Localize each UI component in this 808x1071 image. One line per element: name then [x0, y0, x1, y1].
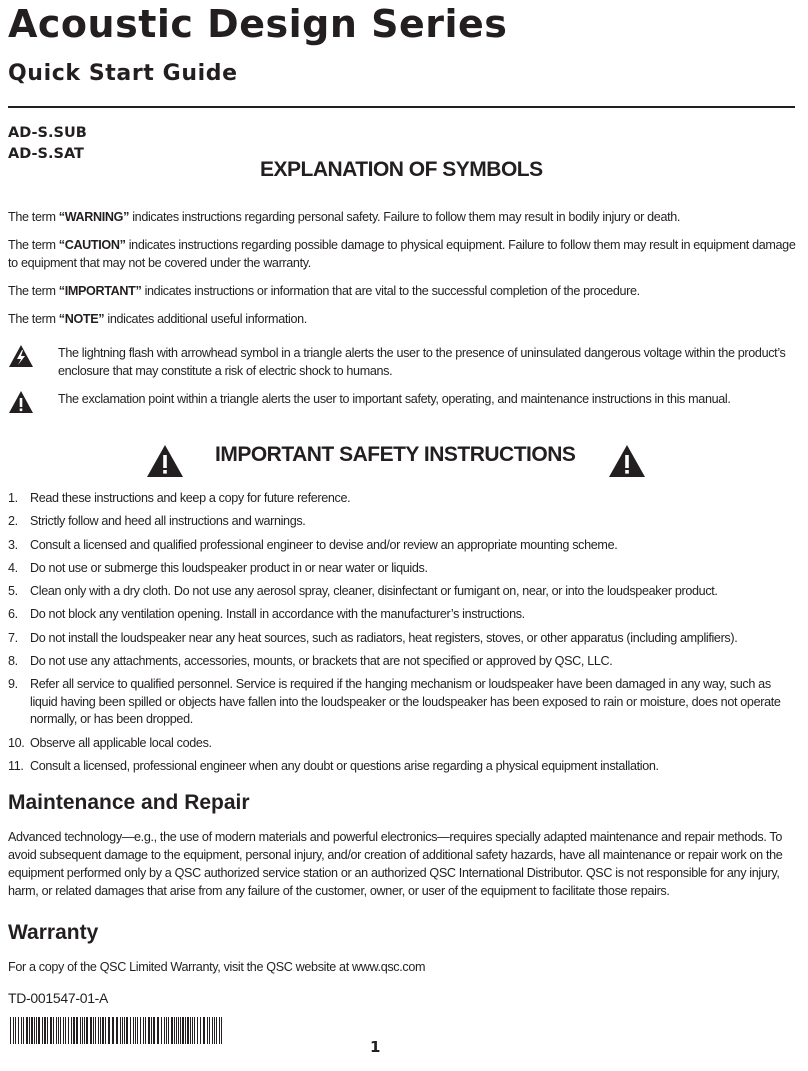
maintenance-text: Advanced technology—e.g., the use of modern materials and powerful electronics—requires specially adapted maintenance and repair methods. To avoid subsequent damage to the equipment, personal injury, and/or creation of additional safety hazards, have all maintenance or repair work on the equipment performed only by a QSC authorized service station or an authorized QSC International Distributor. QSC is not responsible for any injury, harm, or related damages that arise from any failure of the customer, owner, or user of the equipment to facilitate those repairs.: [8, 830, 783, 898]
safety-heading: IMPORTANT SAFETY INSTRUCTIONS: [215, 443, 576, 466]
header-rule: [8, 106, 795, 108]
safety-warning-left-icon: [146, 444, 184, 478]
document-number: TD-001547-01-A: [8, 990, 109, 1006]
quick-start-subtitle: Quick Start Guide: [8, 61, 238, 86]
safety-instructions-list: [8, 490, 798, 781]
list-item: 6. Do not block any ventilation opening. Install in accordance with the manufacturer’s instructions.: [8, 607, 525, 622]
lightning-warning-icon: [8, 344, 34, 368]
barcode: [10, 1017, 226, 1044]
term-warning: The term “WARNING” indicates instructions regarding personal safety. Failure to follow them may result in bodily injury or death.: [8, 210, 681, 224]
model-sat: AD-S.SAT: [8, 146, 84, 162]
list-item: 9. Refer all service to qualified personnel. Service is required if the hanging mechanism or loudspeaker have been damaged in any way, such as liquid having been spilled or objects have fallen into the loudspeaker or the loudspeaker has been exposed to rain or moisture, does not operate normally, or has been dropped.: [8, 677, 781, 727]
list-item: 5. Clean only with a dry cloth. Do not use any aerosol spray, cleaner, disinfectant or fumigant on, near, or into the loudspeaker product.: [8, 584, 718, 599]
warranty-text: For a copy of the QSC Limited Warranty, visit the QSC website at www.qsc.com: [8, 960, 426, 974]
warranty-heading: Warranty: [8, 921, 99, 944]
list-item: 4. Do not use or submerge this loudspeaker product in or near water or liquids.: [8, 560, 428, 575]
term-note: The term “NOTE” indicates additional useful information.: [8, 312, 307, 326]
exclamation-warning-icon: [8, 390, 34, 414]
list-item: 10. Observe all applicable local codes.: [8, 735, 212, 750]
list-item: 7. Do not install the loudspeaker near any heat sources, such as radiators, heat registers, stoves, or other apparatus (including amplifiers).: [8, 630, 738, 645]
safety-warning-right-icon: [608, 444, 646, 478]
list-item: 1. Read these instructions and keep a copy for future reference.: [8, 491, 351, 505]
symbol-lightning-row: [8, 344, 798, 380]
series-title: Acoustic Design Series: [8, 2, 508, 46]
symbol-exclamation-row: [8, 390, 798, 414]
list-item: 2. Strictly follow and heed all instructions and warnings.: [8, 514, 306, 529]
term-important: The term “IMPORTANT” indicates instructions or information that are vital to the successful completion of the procedure.: [8, 284, 640, 298]
page-number: 1: [370, 1038, 381, 1056]
list-item: 8. Do not use any attachments, accessories, mounts, or brackets that are not specified or approved by QSC, LLC.: [8, 654, 613, 669]
symbols-heading: EXPLANATION OF SYMBOLS: [260, 158, 543, 181]
model-sub: AD-S.SUB: [8, 125, 87, 141]
term-caution: The term “CAUTION” indicates instructions regarding possible damage to physical equipment. Failure to follow them may result in equipment damage to equipment that may not be covered under the warranty.: [8, 238, 796, 270]
maintenance-heading: Maintenance and Repair: [8, 791, 250, 814]
list-item: 3. Consult a licensed and qualified professional engineer to devise and/or review an appropriate mounting scheme.: [8, 537, 618, 552]
list-item: 11. Consult a licensed, professional engineer when any doubt or questions arise regarding a physical equipment installation.: [8, 758, 659, 773]
symbol-exclamation-text: The exclamation point within a triangle alerts the user to important safety, operating, and maintenance instructions in this manual.: [58, 392, 731, 406]
symbol-lightning-text: The lightning flash with arrowhead symbol in a triangle alerts the user to the presence of uninsulated dangerous voltage within the product’s enclosure that may constitute a risk of electric shock to humans.: [58, 346, 786, 378]
